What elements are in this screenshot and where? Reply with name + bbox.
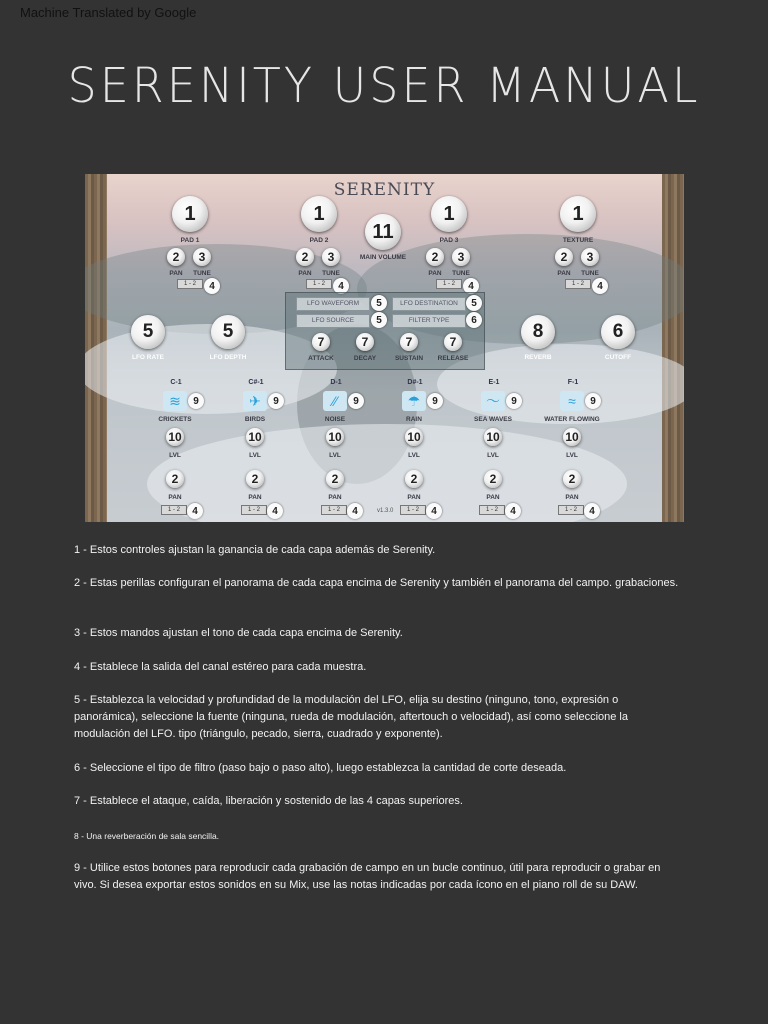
annotation-badge: 5 — [371, 312, 387, 328]
cutoff-label: CUTOFF — [604, 354, 632, 361]
field-recording-pan-knob[interactable]: 2 — [326, 470, 344, 488]
output-channel-select[interactable]: 1 - 2 — [306, 279, 332, 289]
pan-label: PAN — [557, 270, 571, 277]
field-recording-level-knob[interactable]: 10 — [563, 428, 581, 446]
lvl-label: LVL — [329, 452, 341, 459]
pad2-label: PAD 2 — [309, 237, 329, 244]
manual-paragraph: 4 - Establece la salida del canal estéreo para cada muestra. — [74, 661, 367, 673]
main-volume-label: MAIN VOLUME — [359, 254, 407, 261]
output-channel-select[interactable]: 1 - 2 — [565, 279, 591, 289]
output-channel-select[interactable]: 1 - 2 — [479, 505, 505, 515]
tune-label: TUNE — [581, 270, 599, 277]
release-knob[interactable]: 7 — [444, 333, 462, 351]
attack-knob[interactable]: 7 — [312, 333, 330, 351]
annotation-badge: 9 — [188, 393, 204, 409]
lvl-label: LVL — [169, 452, 181, 459]
machine-translation-banner: Machine Translated by Google — [20, 5, 197, 20]
rain-cloud-icon[interactable]: ☂ — [402, 391, 426, 411]
cutoff-knob[interactable]: 6 — [601, 315, 635, 349]
field-recording-label: BIRDS — [244, 416, 266, 423]
annotation-badge: 4 — [267, 503, 283, 519]
output-channel-select[interactable]: 1 - 2 — [177, 279, 203, 289]
reverb-knob[interactable]: 8 — [521, 315, 555, 349]
pan-label: PAN — [565, 494, 579, 501]
pan-label: PAN — [407, 494, 421, 501]
wood-panel-right — [662, 174, 684, 522]
annotation-badge: 9 — [427, 393, 443, 409]
lfo-depth-label: LFO DEPTH — [209, 354, 247, 361]
manual-paragraph: 5 - Establezca la velocidad y profundidad de la modulación del LFO, elija su destino (ninguno, tono, expresión o panorámica), seleccione la fuente (ninguna, rueda de modulación, aftertouch o velocidad), así como seleccione la modulación del LFO. tipo (triángulo, pecado, sierra, cuadrado y exponente). — [74, 694, 628, 740]
midi-note-label: C-1 — [170, 379, 182, 386]
output-channel-select[interactable]: 1 - 2 — [400, 505, 426, 515]
field-recording-pan-knob[interactable]: 2 — [405, 470, 423, 488]
texture-label: TEXTURE — [562, 237, 594, 244]
field-recording-pan-knob[interactable]: 2 — [166, 470, 184, 488]
texture-pan-knob[interactable]: 2 — [555, 248, 573, 266]
plugin-screenshot — [85, 174, 684, 522]
field-recording-pan-knob[interactable]: 2 — [563, 470, 581, 488]
annotation-badge: 4 — [333, 278, 349, 294]
decay-label: DECAY — [353, 355, 377, 362]
annotation-badge: 9 — [506, 393, 522, 409]
lvl-label: LVL — [566, 452, 578, 459]
field-recording-pan-knob[interactable]: 2 — [246, 470, 264, 488]
pan-label: PAN — [168, 494, 182, 501]
decay-knob[interactable]: 7 — [356, 333, 374, 351]
wave-icon[interactable]: 〜 — [481, 391, 505, 411]
annotation-badge: 9 — [268, 393, 284, 409]
field-recording-level-knob[interactable]: 10 — [405, 428, 423, 446]
annotation-badge: 4 — [204, 278, 220, 294]
annotation-badge: 9 — [585, 393, 601, 409]
release-label: RELEASE — [437, 355, 469, 362]
pan-label: PAN — [486, 494, 500, 501]
output-channel-select[interactable]: 1 - 2 — [321, 505, 347, 515]
annotation-badge: 4 — [347, 503, 363, 519]
lfo-source-select[interactable]: LFO SOURCE — [296, 314, 370, 328]
annotation-badge: 4 — [584, 503, 600, 519]
tune-label: TUNE — [193, 270, 211, 277]
field-recording-label: WATER FLOWING — [544, 416, 600, 423]
annotation-badge: 4 — [592, 278, 608, 294]
pan-label: PAN — [328, 494, 342, 501]
pan-label: PAN — [248, 494, 262, 501]
annotation-badge: 4 — [426, 503, 442, 519]
manual-paragraph: 2 - Estas perillas configuran el panorama de cada capa encima de Serenity y también el panorama del campo. grabaciones. — [74, 577, 679, 589]
annotation-badge: 5 — [466, 295, 482, 311]
sustain-label: SUSTAIN — [394, 355, 424, 362]
lfo-depth-knob[interactable]: 5 — [211, 315, 245, 349]
field-recording-label: CRICKETS — [158, 416, 192, 423]
annotation-badge: 4 — [505, 503, 521, 519]
tune-label: TUNE — [322, 270, 340, 277]
pad3-pan-knob[interactable]: 2 — [426, 248, 444, 266]
pad2-gain-knob[interactable]: 1 — [301, 196, 337, 232]
annotation-badge: 9 — [348, 393, 364, 409]
pad2-tune-knob[interactable]: 3 — [322, 248, 340, 266]
attack-label: ATTACK — [308, 355, 334, 362]
lvl-label: LVL — [487, 452, 499, 459]
tune-label: TUNE — [452, 270, 470, 277]
sustain-knob[interactable]: 7 — [400, 333, 418, 351]
field-recording-level-knob[interactable]: 10 — [326, 428, 344, 446]
lfo-destination-select[interactable]: LFO DESTINATION — [392, 297, 466, 311]
bird-icon[interactable]: ✈ — [243, 391, 267, 411]
pad1-label: PAD 1 — [180, 237, 200, 244]
manual-paragraph: 8 - Una reverberación de sala sencilla. — [74, 831, 220, 841]
field-recording-level-knob[interactable]: 10 — [166, 428, 184, 446]
field-recording-level-knob[interactable]: 10 — [484, 428, 502, 446]
midi-note-label: F-1 — [567, 379, 579, 386]
midi-note-label: D-1 — [330, 379, 342, 386]
lfo-rate-knob[interactable]: 5 — [131, 315, 165, 349]
pad3-label: PAD 3 — [439, 237, 459, 244]
manual-paragraph: 9 - Utilice estos botones para reproducir cada grabación de campo en un bucle continuo, útil para reproducir o grabar en vivo. Si desea exportar estos sonidos en su Mix, use las notas indicadas por cada ícono en el piano roll de su DAW. — [74, 862, 661, 891]
output-channel-select[interactable]: 1 - 2 — [241, 505, 267, 515]
field-recording-label: NOISE — [324, 416, 346, 423]
pad3-tune-knob[interactable]: 3 — [452, 248, 470, 266]
field-recording-pan-knob[interactable]: 2 — [484, 470, 502, 488]
field-recording-level-knob[interactable]: 10 — [246, 428, 264, 446]
lvl-label: LVL — [249, 452, 261, 459]
pad1-pan-knob[interactable]: 2 — [167, 248, 185, 266]
version-label: v1.3.0 — [377, 508, 394, 514]
field-recording-label: RAIN — [406, 416, 422, 423]
texture-gain-knob[interactable]: 1 — [560, 196, 596, 232]
lfo-filter-section — [285, 292, 485, 370]
lfo-waveform-select[interactable]: LFO WAVEFORM — [296, 297, 370, 311]
manual-paragraph: 6 - Seleccione el tipo de filtro (paso bajo o paso alto), luego establezca la cantidad de corte deseada. — [74, 762, 567, 774]
pan-label: PAN — [298, 270, 312, 277]
pad3-gain-knob[interactable]: 1 — [431, 196, 467, 232]
plugin-panel — [107, 174, 662, 522]
reverb-label: REVERB — [524, 354, 552, 361]
manual-paragraph: 3 - Estos mandos ajustan el tono de cada capa encima de Serenity. — [74, 627, 403, 639]
annotation-badge: 6 — [466, 312, 482, 328]
manual-paragraph: 7 - Establece el ataque, caída, liberación y sostenido de las 4 capas superiores. — [74, 795, 463, 807]
filter-type-select[interactable]: FILTER TYPE — [392, 314, 466, 328]
output-channel-select[interactable]: 1 - 2 — [558, 505, 584, 515]
plugin-name: SERENITY — [333, 180, 436, 200]
output-channel-select[interactable]: 1 - 2 — [436, 279, 462, 289]
annotation-badge: 4 — [187, 503, 203, 519]
midi-note-label: D#-1 — [407, 379, 423, 386]
field-recording-label: SEA WAVES — [474, 416, 512, 423]
lvl-label: LVL — [408, 452, 420, 459]
pan-label: PAN — [428, 270, 442, 277]
pad2-pan-knob[interactable]: 2 — [296, 248, 314, 266]
cricket-icon[interactable]: ≋ — [163, 391, 187, 411]
lfo-rate-label: LFO RATE — [131, 354, 164, 361]
midi-note-label: E-1 — [488, 379, 500, 386]
output-channel-select[interactable]: 1 - 2 — [161, 505, 187, 515]
texture-tune-knob[interactable]: 3 — [581, 248, 599, 266]
annotation-badge: 5 — [371, 295, 387, 311]
main-volume-knob[interactable]: 11 — [365, 214, 401, 250]
page-title: SERENITY USER MANUAL — [67, 56, 701, 114]
pad1-gain-knob[interactable]: 1 — [172, 196, 208, 232]
midi-note-label: C#-1 — [248, 379, 264, 386]
water-icon[interactable]: ≈ — [560, 391, 584, 411]
manual-paragraph: 1 - Estos controles ajustan la ganancia de cada capa además de Serenity. — [74, 544, 436, 556]
pad1-tune-knob[interactable]: 3 — [193, 248, 211, 266]
noise-icon[interactable]: ⁄⁄ — [323, 391, 347, 411]
annotation-badge: 4 — [463, 278, 479, 294]
pan-label: PAN — [169, 270, 183, 277]
